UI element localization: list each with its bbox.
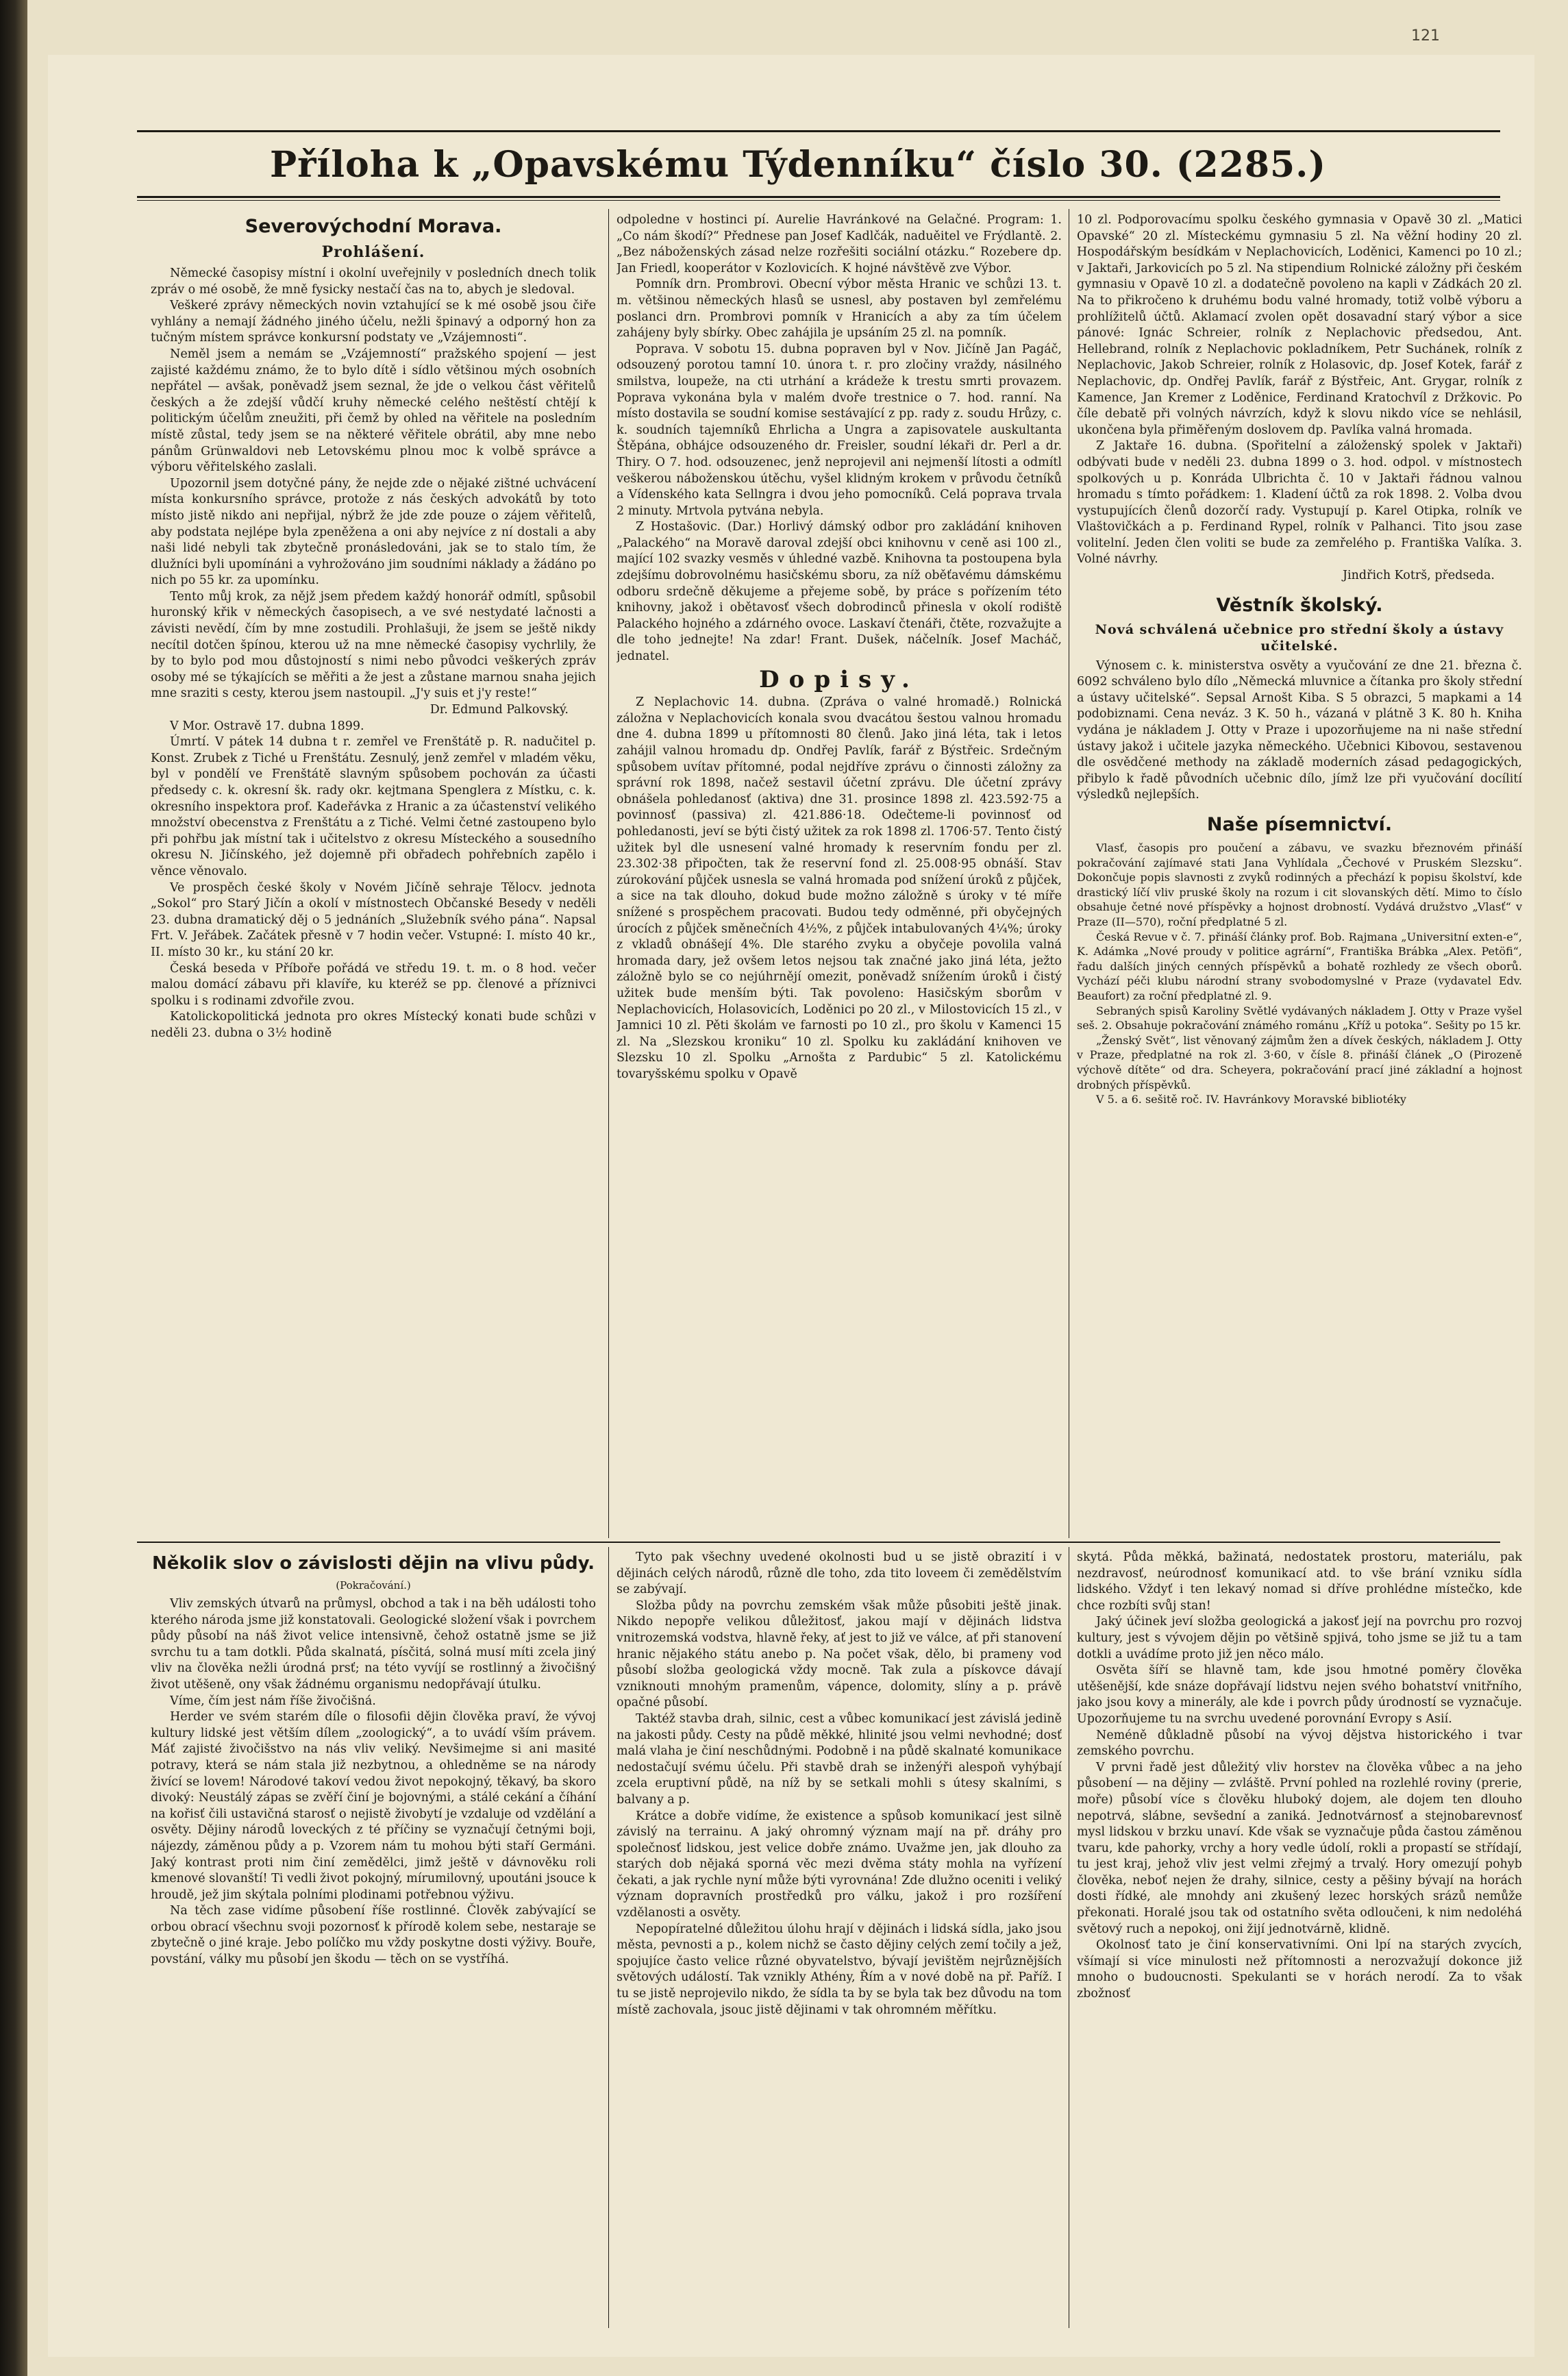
column-divider	[608, 1547, 609, 2328]
review-item: Sebraných spisů Karoliny Světlé vydávaných nákladem J. Otty v Praze vyšel seš. 2. Obsahuje pokračování známého románu „Kříž u potoka“. Sešity po 15 kr.	[1077, 1004, 1522, 1032]
feuilleton-separator	[137, 1542, 1500, 1543]
feuilleton-paragraph: Jaký účinek jeví složba geologická a jakosť její na povrchu pro rozvoj kultury, jest s vývojem dějin po většině spjivá, toho jsme se již tu a tam dotkli a uvádíme proto již jen něco málo.	[1077, 1615, 1522, 1661]
feuilleton-column-2	[617, 1550, 1062, 2331]
review-item: „Ženský Svět“, list věnovaný zájmům žen a dívek českých, nákladem J. Otty v Praze, předplatné na rok zl. 3·60, v čísle 8. přináší článek „O (Pirozeně výchově dítěte“ od dra. Scheyera, pokračování prací jiné základní a hojnost drobných příspěvků.	[1077, 1033, 1522, 1091]
news-item-continued: odpoledne v hostinci pí. Aurelie Havránkové na Gelačné. Program: 1. „Co nám škodí?“ Přednese pan Josef Kadlčák, naduěitel ve Frýdlantě. 2. „Bez náboženských zásad nelze rozřešiti sociální otázku.“ Rozebere dp. Jan Friedl, kooperátor v Kozlovicích. K hojné návštěvě zve Výbor.	[617, 213, 1062, 275]
news-item: Z Neplachovic 14. dubna. (Zpráva o valné hromadě.) Rolnická záložna v Neplachovicích konala svou dvacátou šestou valnou hromadu dne 4. dubna 1899 u přítomnosti 80 členů. Jako jiná léta, tak i letos zahájil valnou hromadu dp. Ondřej Pavlík, farář z Býstřeic. Srdečným spůsobem uvítav přítomné, podal nejdříve zprávu o činnosti záložny za správní rok 1898, načež sestavil účetní zprávu. Dle účetní zprávy obnášela pohledanosť (aktiva) dne 31. prosince 1898 zl. 423.592·75 a povinnosť (passiva) zl. 421.886·18. Odečteme-li povinnosť od pohledanosti, jeví se býti čistý užitek za rok 1898 zl. 1706·57. Tento čistý užitek byl dle usnesení valné hromady k reservním fondu per zl. 23.302·38 připočten, tak že reservní fond zl. 25.008·95 obnáší. Stav zúrokování půjček usnesla se valná hromada pod snížení úroků z půjček, a sice na tak dlouho, dokud bude možno záložně s úroky v té míře snížené s prospěchem pracovati. Budou tedy odměnné, při obyčejných úrocích z půjček směnečních 4½%, z půjček intabulovaných 4¼%; úroky z vkladů obnášejí 4%. Dle starého zvyku a obyčeje povolila valná hromada dary, jež ovšem letos nejsou tak značné jako jiná léta, ježto záložně bylo se co nejúhrnějí omezit, poněvadž snížením úroků i čistý užitek bude menším býti. Tak povoleno: Hasičským sborům v Neplachovicích, Holasovicích, Loděnici po 20 zl., v Milostovicích 15 zl., v Jamnici 10 zl. Pěti školám ve farnosti po 10 zl., pro školu v Kamenci 15 zl. Na „Slezskou kroniku“ 10 zl. Spolku ku zakládání knihoven ve Slezsku 10 zl. Spolku „Arnošta z Pardubic“ 5 zl. Katolickému tovaryšskému spolku v Opavě	[617, 695, 1062, 1081]
feuilleton-paragraph: V prvni řadě jest důležitý vliv horstev na člověka vůbec a na jeho působení — na dějiny — zvláště. První pohled na rozlehlé roviny (prerie, moře) působí více s člověku hluboký dojem, ale dojem ten dlouho nepotrvá, slábne, sevšední a zaniká. Jednotvárnosť a stejnobarevnosť mysl lidskou v brzku unaví. Kde však se vyznačuje půda častou záměnou tvaru, kde pahorky, vrchy a hory vedle údolí, rokli a propastí se střídají, tu jest kraj, jehož vliv jest velmi zřejmý a trvalý. Hory omezují pohyb člověka, neboť nejen že drahy, silnice, cesty a pěšiny bývají na horách dosti řídké, ale mnohdy ani zkušený lezec horských srázů nemůže překonati. Horalé jsou tak od ostatního světa odloučeni, k nim nedoléhá světový ruch a nepokoj, oni žijí jednotvárně, klidně.	[1077, 1760, 1522, 1936]
header-rule-thin	[137, 200, 1500, 201]
feuilleton-title: Několik slov o závislosti dějin na vlivu půdy.	[151, 1553, 595, 1574]
header-rule-top	[137, 130, 1500, 132]
feuilleton-paragraph: Taktéž stavba drah, silnic, cest a vůbec komunikací jest závislá jedině na jakosti půdy. Cesty na půdě měkké, hlinité jsou velmi nevhodné; dosť malá vlaha je činí neschůdnými. Podobně i na půdě skalnaté komunikace nedostačují svému účelu. Při stavbě drah se inženýři alespoň vyhýbají zcela eruptivní půdě, na níž by se setkali mohli s útesy skalními, s balvany a p.	[617, 1711, 1062, 1807]
article-paragraph: Německé časopisy místní i okolní uveřejnily v posledních dnech tolik zpráv o mé osobě, že mně fysicky nestačí čas na to, abych je sledoval.	[151, 267, 596, 297]
review-item: V 5. a 6. sešitě roč. IV. Havránkovy Moravské bibliotéky	[1096, 1093, 1406, 1106]
news-item: Česká beseda v Příboře pořádá ve středu 19. t. m. o 8 hod. večer malou domácí zábavu při klavíře, ku kteréž se pp. členové a příznivci spolku i s rodinami zdvořile zvou.	[151, 961, 596, 1008]
dateline: V Mor. Ostravě 17. dubna 1899.	[170, 719, 364, 733]
section-title-pisemnictvi: Naše písemnictví.	[1206, 814, 1393, 835]
feuilleton-paragraph: Neméně důkladně působí na vývoj dějstva historického i tvar zemského povrchu.	[1077, 1728, 1522, 1759]
news-item: Ve prospěch české školy v Novém Jičíně sehraje Tělocv. jednota „Sokol“ pro Starý Jičín a okolí v místnostech Občanské Besedy v neděli 23. dubna dramatický děj o 5 jednáních „Služebník svého pána“. Napsal Frt. V. Jeřábek. Začátek přesně v 7 hodin večer. Vstupné: I. místo 40 kr., II. místo 30 kr., ku stání 20 kr.	[151, 880, 596, 959]
news-item: Úmrtí. V pátek 14 dubna t r. zemřel ve Frenštátě p. R. nadučitel p. Konst. Zrubek z Tiché u Frenštátu. Zesnulý, jenž zemřel v mladém věku, byl v pondělí ve Frenštátě slavným spůsobem pochován za účasti předsedy c. k. okresní šk. rady okr. kejtmana Spenglera z Místku, c. k. okresního inspektora prof. Kadeřávka z Hranic a za účastenství velikého množství obecenstva z Frenštátu a z Tiché. Velmi četné zastoupeno bylo při pohřbu jak místní tak i učitelstvo z okresu Místeckého a sousedního okresu N. Jičínského, jež dojemně při obřadech pohřebních zapělo i věnce věnovalo.	[151, 735, 596, 878]
feuilleton-paragraph: Herder ve svém starém díle o filosofii dějin člověka praví, že vývoj kultury lidské jest větším dílem „zoologický“, a to uvádí vším právem. Máť zajisté živočišstvo na nás vliv veliký. Nevšimejme si ani masité potravy, která se nám stala již nezbytnou, a ohledněme se na národy živící se lovem! Národové takoví vedou život nepokojný, těkavý, ba skoro divoký: Neustálý zápas se zvěří činí je bojovnými, a stálé cekání a číhání na kořisť čili ustavičná starosť o nejistě živobytí je vzdaluje od vzdělání a osvěty. Dějiny národů loveckých z té příčiny se vyznačují četnými boji, nájezdy, záměnou půdy a p. Vzorem nám tu mohou býti staří Germáni. Jaký kontrast proti nim činí zemědělci, jimž ještě v dávnověku roli kmenové slovanští! Ti vedli život pokojný, mírumilovný, upoutáni jsouce k hroudě, jež jim skýtala polními plodinami potřebnou výživu.	[151, 1710, 596, 1902]
news-item: Katolickopolitická jednota pro okres Místecký konati bude schůzi v neděli 23. dubna o 3½ hodině	[151, 1010, 596, 1040]
column-3	[1077, 212, 1522, 1538]
feuilleton-paragraph: Víme, čím jest nám říše živočišná.	[170, 1694, 376, 1708]
feuilleton-paragraph: Nepopíratelné důležitou úlohu hrají v dějinách i lidská sídla, jako jsou města, pevnosti a p., kolem nichž se často dějiny celých zemí točily a jež, spojujíce často velice různé obyvatelstvo, bývají jevištěm nejrůznějších světových událostí. Tak vznikly Athény, Řím a v nové době na př. Paříž. I tu se jistě neprojevilo nikdo, že sídla ta by se byla tak bez důvodu na tom místě zachovala, jsouc jistě dějinami v tak ohromném měřítku.	[617, 1922, 1062, 2017]
column-divider	[608, 209, 609, 1538]
news-item: Z Hostašovic. (Dar.) Horlivý dámský odbor pro zakládání knihoven „Palackého“ na Moravě daroval zdejší obci knihovnu v ceně asi 100 zl., mající 102 svazky vesměs v úhledné vazbě. Knihovna ta postoupena byla zdejšímu dobrovolnému hasičskému sboru, za níž oběťavému dámskému odboru srdečně děkujeme a přejeme sobě, by práce s pořízením této knihovny, jakož i obětavosť všech dobrodinců přinesla v okolí rodiště Palackého hojného a zdárného ovoce. Laskaví čtenáři, čtěte, rozvažujte a dle toho jednejte! Na zdar! Frant. Dušek, náčelník. Josef Macháč, jednatel.	[617, 520, 1062, 664]
feuilleton-paragraph: Krátce a dobře vidíme, že existence a spůsob komunikací jest silně závislý na terrainu. A jaký ohromný význam mají na př. dráhy pro společnosť lidskou, jest velice dobře známo. Uvažme jen, jak dlouho za starých dob nějaká sporná věc mezi dvěma státy mohla na vyřízení čekati, a jak rychle nyní může býti vyrovnána! Zde dlužno oceniti i veliký význam dopravních prostředků pro válku, jakož i pro rozšíření vzdělanosti a osvěty.	[617, 1809, 1062, 1920]
feuilleton-paragraph: Okolnosť tato je činí konservativními. Oni lpí na starých zvycích, všímají si více minulosti než přítomnosti a nerozvažují dokonce již mnoho o budoucnosti. Spekulanti se v horách nerodí. Za to však zbožnosť	[1077, 1938, 1522, 2001]
feuilleton-paragraph: Osvěta šíří se hlavně tam, kde jsou hmotné poměry člověka utěšenější, kde snáze dopřávají lidstvu nejen svého bohatství vnitřního, jako jsou kovy a minerály, ale kde i povrch půdy úrodností se vyznačuje. Upozorňujeme tu na svrchu uvedené porovnání Evropy s Asií.	[1077, 1663, 1522, 1726]
book-binding-edge	[0, 0, 27, 2376]
news-item: Poprava. V sobotu 15. dubna popraven byl v Nov. Jičíně Jan Pagáč, odsouzený porotou tamní 10. února t. r. pro zločiny vraždy, násilného smilstva, loupeže, na cti utrhání a krádeže k trestu smrti provazem. Poprava vykonána byla v malém dvoře trestnice o 7. hod. ranní. Na místo dostavila se soudní komise sestávající z pp. rady z. soudu Hrůzy, c. k. soudních tajemníků Ehrlicha a Ungra a zapisovatele auskultanta Štěpána, obhájce odsouzeného dr. Freisler, soudní lékaři dr. Perl a dr. Thiry. O 7. hod. odsouzenec, jenž neprojevil ani nejmenší lítosti a odmítl veškerou náboženskou útěchu, vyšel klidným krokem v průvodu četníků a Vídenského kata Sellngra i dvou jeho pomocníků. Celá poprava trvala 2 minuty. Mrtvola pytvána nebyla.	[617, 342, 1062, 518]
feuilleton-paragraph: Na těch zase vidíme působení říše rostlinné. Člověk zabývající se orbou obrací všechnu svoji pozornosť k přírodě kolem sebe, nestaraje se zbytečně o jiné kraje. Jebo políčko mu vždy poskytne dosti výživy. Bouře, povstání, války mu působí jen škodu — těch on se vystříhá.	[151, 1904, 596, 1967]
continuation-note: (Pokračování.)	[336, 1579, 411, 1592]
section-title-dopisy: Dopisy.	[759, 665, 919, 693]
article-paragraph: Výnosem c. k. ministerstva osvěty a vyučování ze dne 21. března č. 6092 schváleno bylo dílo „Německá mluvnice a čítanka pro školy střední a ústavy učitelské“. Sepsal Arnošt Kiba. S 5 obrazci, 5 mapkami a 14 podobiznami. Cena neváz. 3 K. 50 h., vázaná v plátně 3 K. 80 h. Kniha vydána je nákladem J. Otty v Praze i upozorňujeme na ni naše střední ústavy jakož i učitele jazyka německého. Učebnici Kibovou, sestavenou dle osvědčené methody na základě moderních zásad pedagogických, přibylo k řadě původních učebnic dílo, jímž lze při vyučování docílití výsledků nejlepších.	[1077, 658, 1522, 802]
section-title: Severovýchodní Morava.	[245, 216, 502, 237]
feuilleton-paragraph: Vliv zemských útvarů na průmysl, obchod a tak i na běh události toho kterého národa jsme již konstatovali. Geologické složení však i povrchem půdy působí na náš život velice intensivně, čehož ostatně jsme se již svrchu tu a tam dotkli. Půda skalnatá, písčitá, solná musí míti zcela jiný vliv na člověka nežli úrodná prsť; na této vyvíjí se rostlinný a živočišný život utěšeně, ony však žádnému organismu nedopřávají útulku.	[151, 1597, 596, 1692]
page-header: Příloha k „Opavskému Týdenníku“ číslo 30. (2285.)	[270, 144, 1326, 186]
article-subtitle: Nová schválená učebnice pro střední školy a ústavy učitelské.	[1095, 621, 1504, 654]
header-rule-bottom	[137, 196, 1500, 198]
feuilleton-paragraph: Tyto pak všechny uvedené okolnosti bud u se jistě obrazití i v dějinách celých národů, různě dle toho, zda tito loveem či zemědělstvím se zabývají.	[617, 1550, 1062, 1597]
article-paragraph: Neměl jsem a nemám se „Vzájemností“ pražského spojení — jest zajisté každému známo, že to bylo dítě i sídlo většinou mých osobních nepřátel — avšak, poněvadž jsem seznal, že jde o velkou část věřitelů českých a že zdejší vůdčí kruhy německé celého neštěstí chtějí k politickým účelům zneužiti, při čemž by ohled na věřitele na posledním místě zůstal, tedy jsem se na některé věřitele obrátil, aby mne nebo pánům Grünwaldovi neb Letovskému plnou moc k volbě správce a výboru věřitelského zaslali.	[151, 347, 596, 475]
article-paragraph: Veškeré zprávy německých novin vztahující se k mé osobě jsou čiře vyhlány a nemají žádného jiného účelu, nežli špinavý a odporný hon za tučným místem správce konkursní podstaty ve „Vzájemnosti“.	[151, 299, 596, 345]
signature: Dr. Edmund Palkovský.	[430, 703, 569, 717]
feuilleton-column-1	[151, 1550, 596, 2331]
feuilleton-column-3	[1077, 1550, 1522, 2331]
review-item: Česká Revue v č. 7. přináší články prof. Bob. Rajmana „Universitní exten-e“, K. Adámka „Nové proudy v politice agrární“, Františka Brábka „Alex. Petöfi“, řadu dalších jiných cenných příspěvků a bohatě rozhledy ze všech oborů. Vychází péči klubu národní strany svobodomyslné v Praze (vydavatel Edv. Beaufort) za roční předplatné zl. 9.	[1077, 930, 1522, 1002]
article-title: Prohlášení.	[321, 243, 425, 261]
news-item: Z Jaktaře 16. dubna. (Spořitelní a záloženský spolek v Jaktaři) odbývati bude v neděli 23. dubna 1899 o 3. hod. odpol. v místnostech spolkových u p. Konráda Ulbrichta č. 10 v Jaktaři řádnou valnou hromadu s tímto pořádkem: 1. Kladení účtů za rok 1898. 2. Volba dvou vystupujících členů dozorčí rady. Vystupují p. Karel Otipka, rolník ve Vlaštovičkách a p. Ferdinand Rypel, rolník v Palhanci. Tito jsou zase volitelní. Jeden člen voliti se bude za zemřelého p. Františka Valíka. 3. Volné návrhy.	[1077, 439, 1522, 567]
section-title-vestnik: Věstník školský.	[1216, 594, 1383, 616]
feuilleton-paragraph: skytá. Půda měkká, bažinatá, nedostatek prostoru, materiálu, pak nezdravosť, neúrodnosť komunikací atd. to vše brání vzniku sídla lidského. Vždyť i ten lekavý nomad si dříve prohlédne místečko, kde chce rozbíti svůj stan!	[1077, 1550, 1522, 1613]
column-1	[151, 212, 596, 1538]
page-number: 121	[1411, 27, 1440, 45]
feuilleton-paragraph: Složba půdy na povrchu zemském však může působiti ještě jinak. Nikdo nepopře velikou důležitosť, jakou mají v dějinách lidstva vnitrozemská vodstva, hlavně řeky, ať jest to již ve válce, ať při stanovení hranic nějakého státu anebo p. Na počet však, dělo, bi prameny vod působí složba geologická vždy mocně. Tak zula a pískovce dávají vzniknouti mnohým pramenům, vápence, dolomity, slíny a p. právě opačné působí.	[617, 1598, 1062, 1710]
news-item: Pomník drn. Prombrovi. Obecní výbor města Hranic ve schůzi 13. t. m. většinou německých hlasů se usnesl, aby postaven byl zemřelému poslanci drn. Prombrovi pomník v Hranicích a aby za tím účelem zahájeny byly sbírky. Obec zahájila je upsáním 25 zl. na pomník.	[617, 277, 1062, 341]
news-item-continued: 10 zl. Podporovacímu spolku českého gymnasia v Opavě 30 zl. „Matici Opavské“ 20 zl. Místeckému gymnasiu 5 zl. Na věžní hodiny 20 zl. Hospodářským besídkám v Neplachovicích, Loděnici, Kamenci po 10 zl.; v Jaktaři, Jarkovicích po 5 zl. Na stipendium Rolnické záložny při českém gymnasiu v Opavě 10 zl. a dodatečně povoleno na kapli v Zádkách 20 zl. Na to přikročeno k druhému bodu valné hromady, totiž volbě výboru a prohlížitelů účtů. Aklamací zvolen opět dosavadní starý výbor a sice pánové: Ignác Schreier, rolník z Neplachovic předsedou, Ant. Hellebrand, rolník z Neplachovic pokladníkem, Petr Suchánek, rolník z Neplachovic, Jakob Schreier, rolník z Holasovic, dp. Josef Kotek, farář z Neplachovic, dp. Ondřej Pavlík, farář z Býstřeic, Ant. Grygar, rolník z Kamence, Jan Kremer z Loděnice, Ferdinand Kratochvíl z Držkovic. Po číle debatě při volných návrzích, když k slovu nikdo více se nehlásil, ukončena byla přiměřeným doslovem dp. Pavlíka valná hromada.	[1077, 213, 1522, 437]
signature: Jindřich Kotrš, předseda.	[1343, 569, 1495, 583]
column-2	[617, 212, 1062, 1538]
review-item: Vlasť, časopis pro poučení a zábavu, ve svazku březnovém přináší pokračování zajímavé stati Jana Vyhlídala „Čechové v Pruském Slezsku“. Dokončuje popis slavnosti z zvyků rodinných a přechází k popisu školství, kde drastický líčí vliv pruské školy na rozum i cit slovanských dětí. Mimo to číslo obsahuje četné nové příspěvky a hojnost drobností. Vydává družstvo „Vlasť“ v Praze (II—570), roční předplatné 5 zl.	[1077, 841, 1522, 928]
article-paragraph: Upozornil jsem dotyčné pány, že nejde zde o nějaké zištné uchvácení místa konkursního správce, protože z nás českých advokátů by toto místo jistě nikdo ani nepřijal, nýbrž že jde zde pouze o zájem věřitelů, aby podstata nejlépe byla zpeněžena a oni aby nejvíce z ní dostali a aby naši lidé nebyli tak zbytečně pronásledováni, jak se to stalo tím, že dlužníci byli upomínáni a vyhrožováno jim soudními náklady a žádáno po nich po 55 kr. za upomínku.	[151, 476, 596, 588]
article-paragraph: Tento můj krok, za nějž jsem předem každý honorář odmítl, spůsobil huronský křik v německých časopisech, a ve své nestydaté lačnosti a závisti nevědí, čím by mne zostudili. Prohlašuji, že jsem se ještě nikdy necítil dotčen špínou, kterou už na mne německé časopisy vychrlily, že by to bylo pod mou důstojností s nimi nebo původci veškerých zpráv osoby mé se týkajících se měřiti a že jest a zůstane marnou snaha jejich mne sraziti s cesty, kterou jsem nastoupil. „J'y suis et j'y reste!“	[151, 589, 596, 701]
